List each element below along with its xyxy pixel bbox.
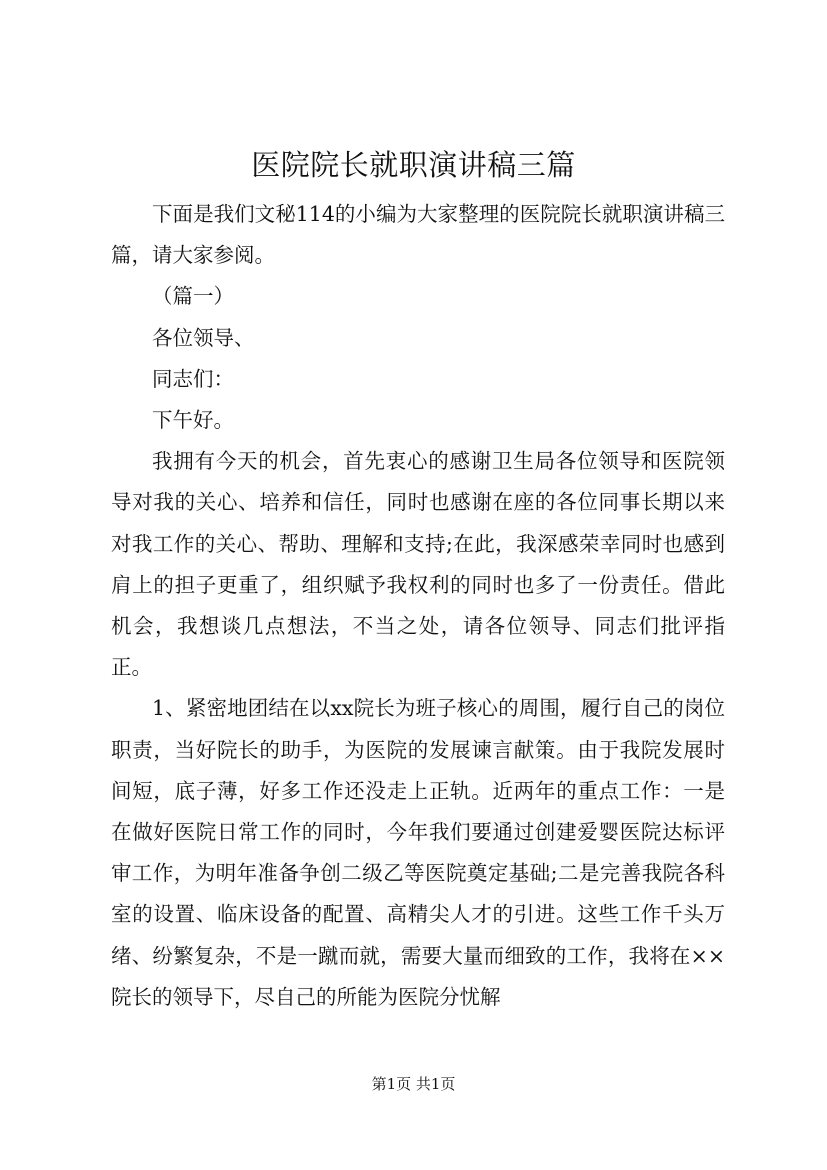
document-title: 医院院长就职演讲稿三篇: [251, 148, 576, 182]
page-number-footer: 第1页 共1页: [371, 1075, 456, 1093]
body-paragraph-point-1: 1、紧密地团结在以xx院长为班子核心的周围，履行自己的岗位职责，当好院长的助手，为医院的发展谏言献策。由于我院发展时间短，底子薄，好多工作还没走上正轨。近两年的重点工作：一是在做好医院日常工作的同时，今年我们要通过创建爱婴医院达标评审工作，为明年准备争创二级乙等医院奠定基础;二是完善我院各科室的设置、临床设备的配置、高精尖人才的引进。这些工作千头万绪、纷繁复杂，不是一蹴而就，需要大量而细致的工作，我将在××院长的领导下，尽自己的所能为医院分忧解: [111, 696, 725, 1009]
salutation-leaders: 各位领导、: [152, 325, 255, 350]
body-paragraph-thanks: 我拥有今天的机会，首先衷心的感谢卫生局各位领导和医院领导对我的关心、培养和信任，同时也感谢在座的各位同事长期以来对我工作的关心、帮助、理解和支持;在此，我深感荣幸同时也感到肩上的担子更重了，组织赋予我权利的同时也多了一份责任。借此机会，我想谈几点想法，不当之处，请各位领导、同志们批评指正。: [111, 449, 725, 680]
section-heading: （篇一）: [152, 284, 234, 309]
salutation-comrades: 同志们：: [152, 366, 234, 391]
intro-paragraph: 下面是我们文秘114的小编为大家整理的医院院长就职演讲稿三篇，请大家参阅。: [111, 202, 725, 268]
greeting: 下午好。: [152, 408, 234, 433]
document-body: [111, 194, 725, 1018]
